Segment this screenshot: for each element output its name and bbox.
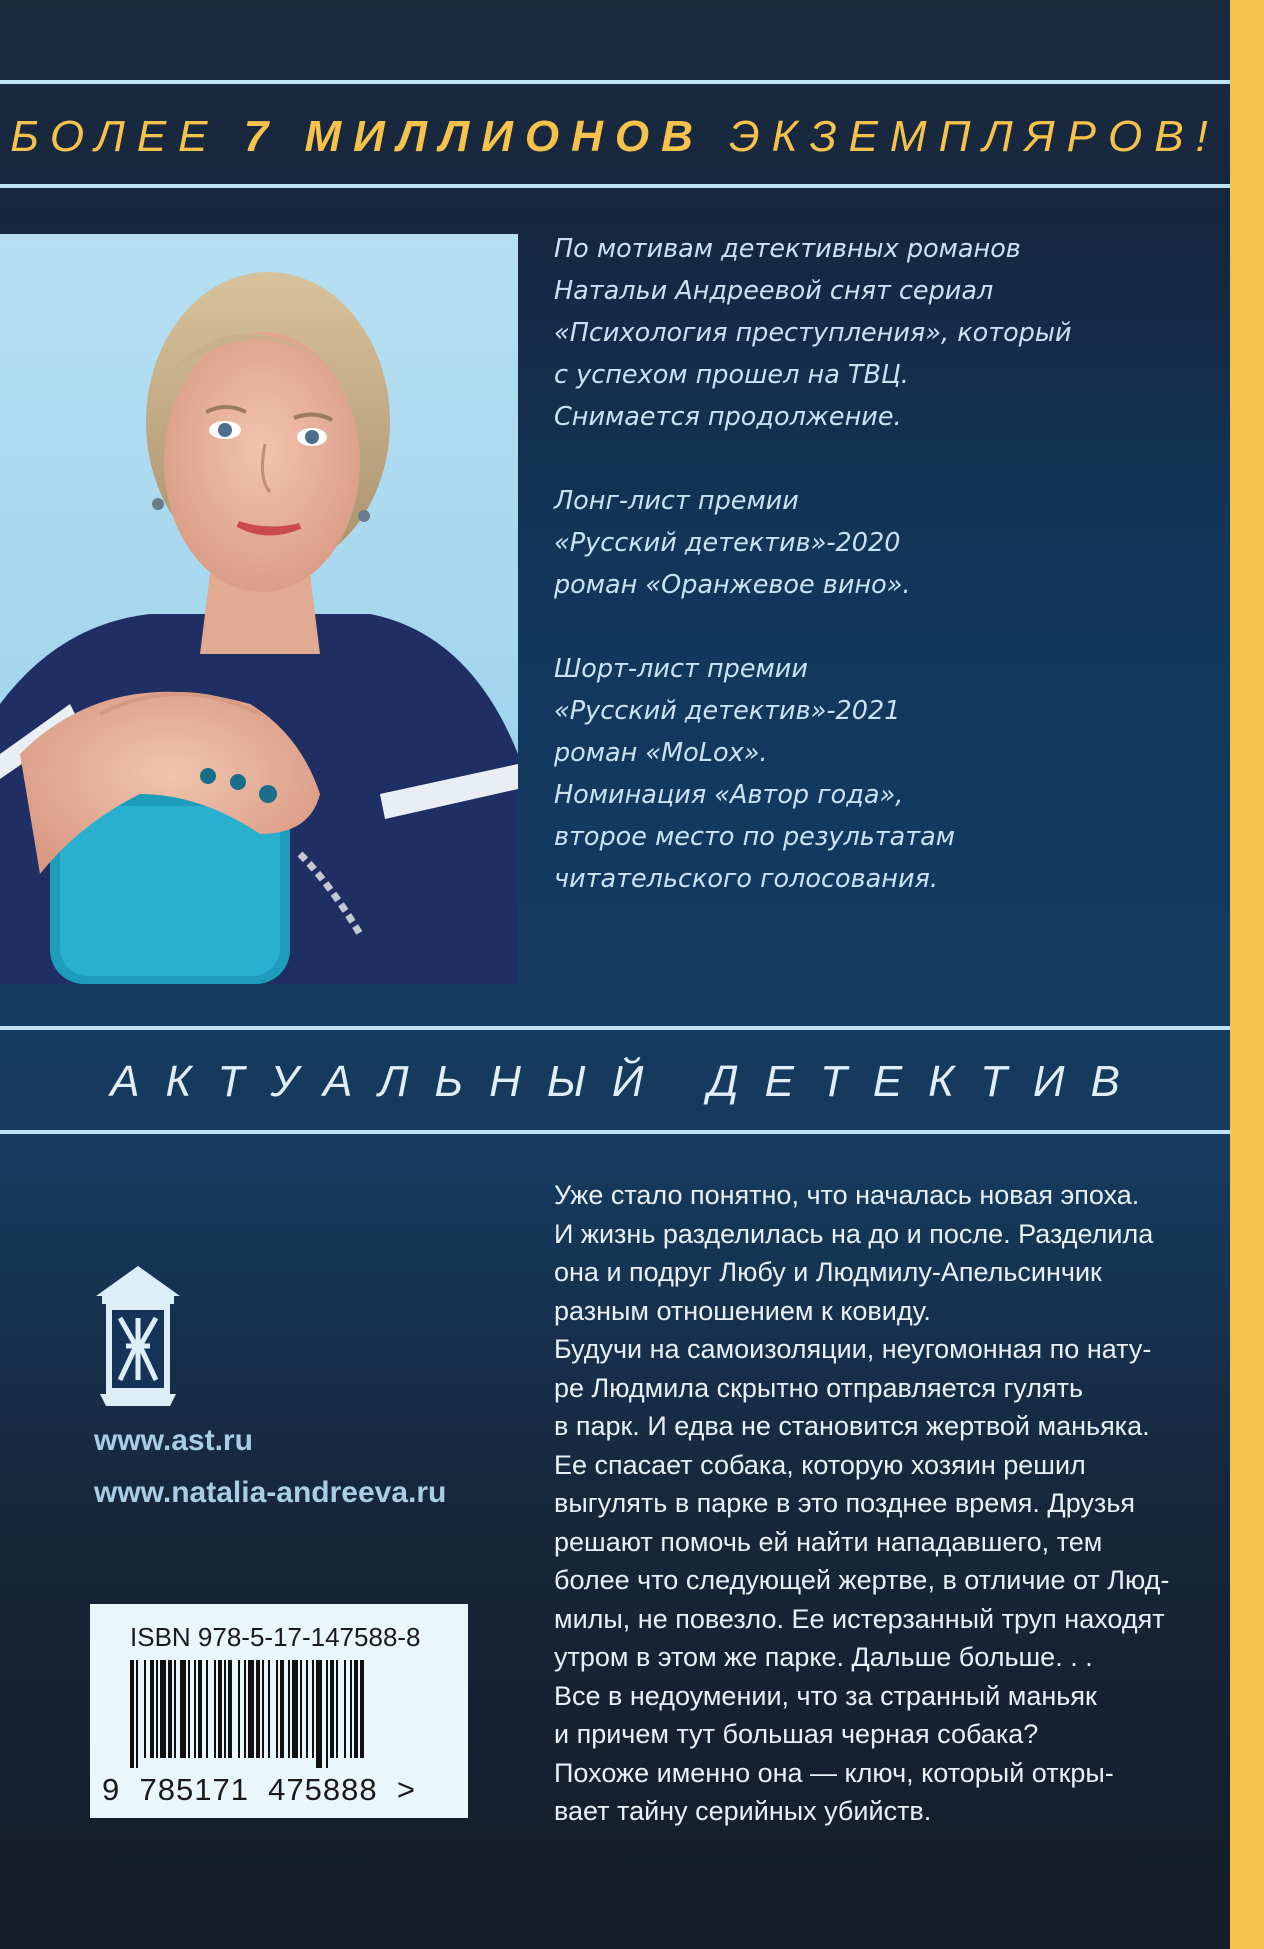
slogan-suffix: ЭКЗЕМПЛЯРОВ! [729,112,1220,161]
barcode-bar [174,1660,176,1758]
barcode-bar [136,1660,138,1768]
about-line: читательского голосования. [554,864,938,894]
book-annotation [554,1176,1170,1831]
barcode-bar [144,1660,146,1758]
barcode-bar [360,1660,364,1758]
barcode-bar [244,1660,246,1758]
longlist-paragraph [554,480,1114,606]
about-line: второе место по результатам [554,822,956,852]
barcode-bar [194,1660,196,1758]
barcode-bar [288,1660,290,1758]
barcode-bar [188,1660,190,1758]
annotation-line: Будучи на самоизоляции, неугомонная по нату- [554,1334,1152,1364]
barcode-bars [130,1660,430,1770]
ean-right-group: 475888 [268,1772,378,1807]
annotation-line: утром в этом же парке. Дальше больше. . . [554,1642,1093,1672]
about-line: роман «MoLox». [554,738,768,768]
barcode-bar [228,1660,232,1758]
barcode-bar [330,1660,334,1758]
about-line: Номинация «Автор года», [554,780,904,810]
about-line: По мотивам детективных романов [554,234,1021,264]
annotation-line: решают помочь ей найти нападавшего, тем [554,1526,1103,1557]
about-line: «Русский детектив»-2020 [554,528,901,558]
barcode-bar [344,1660,346,1758]
barcode-bar [350,1660,352,1758]
annotation-line: Ее спасает собака, которую хозяин решил [554,1449,1086,1480]
lantern-zh-logo-icon [90,1262,186,1410]
barcode-bar [248,1660,254,1758]
annotation-line: в парк. И едва не становится жертвой маньяка. [554,1411,1150,1441]
barcode-bar [306,1660,308,1758]
ean-marker: > [396,1772,416,1807]
annotation-line: Похоже именно она — ключ, который откры- [554,1757,1114,1788]
isbn-barcode [90,1604,468,1818]
barcode-bar [262,1660,264,1758]
ean-digits [102,1772,416,1808]
barcode-bar [150,1660,154,1758]
about-line: Шорт-лист премии [554,654,808,684]
barcode-bar [198,1660,202,1758]
barcode-bar [256,1660,260,1758]
ean-left-group: 785171 [139,1772,249,1807]
barcode-bar [276,1660,278,1758]
barcode-bar [168,1660,172,1758]
barcode-bar [316,1660,322,1768]
annotation-line: и причем тут большая черная собака? [554,1719,1039,1749]
slogan-prefix: БОЛЕЕ [10,112,220,161]
series-title: АКТУАЛЬНЫЙ ДЕТЕКТИВ [110,1057,1146,1106]
barcode-bar [218,1660,222,1758]
barcode-bar [130,1660,134,1768]
barcode-bar [336,1660,338,1758]
about-line: «Психология преступления», который [554,318,1072,348]
annotation-line: Уже стало понятно, что началась новая эпоха. [554,1180,1140,1210]
about-line: Лонг-лист премии [554,486,799,516]
annotation-line: разным отношением к ковиду. [554,1295,931,1326]
annotation-line: И жизнь разделилась на до и после. Разделила [554,1218,1154,1249]
publisher-url-link[interactable]: www.ast.ru [94,1424,253,1457]
top-rule-2 [0,184,1230,188]
barcode-bar [280,1660,284,1758]
barcode-bar [292,1660,298,1758]
annotation-line: вает тайну серийных убийств. [554,1796,932,1826]
series-band [0,1034,1230,1130]
barcode-bar [312,1660,314,1758]
barcode-bar [206,1660,208,1758]
annotation-line: более что следующей жертве, в отличие от Люд- [554,1565,1170,1595]
shortlist-paragraph [554,648,1114,900]
slogan-emphasis: 7 МИЛЛИОНОВ [243,112,705,161]
barcode-bar [354,1660,358,1758]
author-site-link[interactable]: www.natalia-andreeva.ru [94,1476,447,1509]
barcode-bar [268,1660,270,1758]
about-line: с успехом прошел на ТВЦ. [554,360,909,390]
author-photo [0,234,518,984]
barcode-bar [214,1660,216,1758]
top-rule-1 [0,80,1230,84]
annotation-line: ре Людмила скрытно отправляется гулять [554,1372,1084,1403]
barcode-bar [300,1660,302,1758]
author-portrait-illustration [0,234,518,984]
barcode-bar [180,1660,186,1758]
about-line: «Русский детектив»-2021 [554,696,901,726]
spine-strip [1230,0,1264,1949]
annotation-line: она и подруг Любу и Людмилу-Апельсинчик [554,1257,1102,1287]
about-line: роман «Оранжевое вино». [554,570,911,600]
slogan-band [0,88,1230,186]
annotation-line: выгулять в парке в это позднее время. Друзья [554,1488,1136,1518]
about-line: Натальи Андреевой снят сериал [554,276,994,306]
barcode-bar [160,1660,166,1758]
barcode-bar [238,1660,240,1758]
about-line: Снимается продолжение. [554,402,902,432]
barcode-bar [224,1660,226,1758]
annotation-line: милы, не повезло. Ее истерзанный труп находят [554,1603,1165,1634]
ean-first-digit: 9 [102,1772,121,1807]
barcode-bar [326,1660,328,1768]
series-rule-1 [0,1026,1230,1030]
author-info [554,228,1114,942]
isbn-text: ISBN 978-5-17-147588-8 [130,1622,421,1652]
annotation-line: Все в недоумении, что за странный маньяк [554,1680,1097,1711]
slogan-text [10,112,1220,162]
series-rule-2 [0,1130,1230,1134]
series-paragraph [554,228,1114,438]
barcode-bar [156,1660,158,1758]
